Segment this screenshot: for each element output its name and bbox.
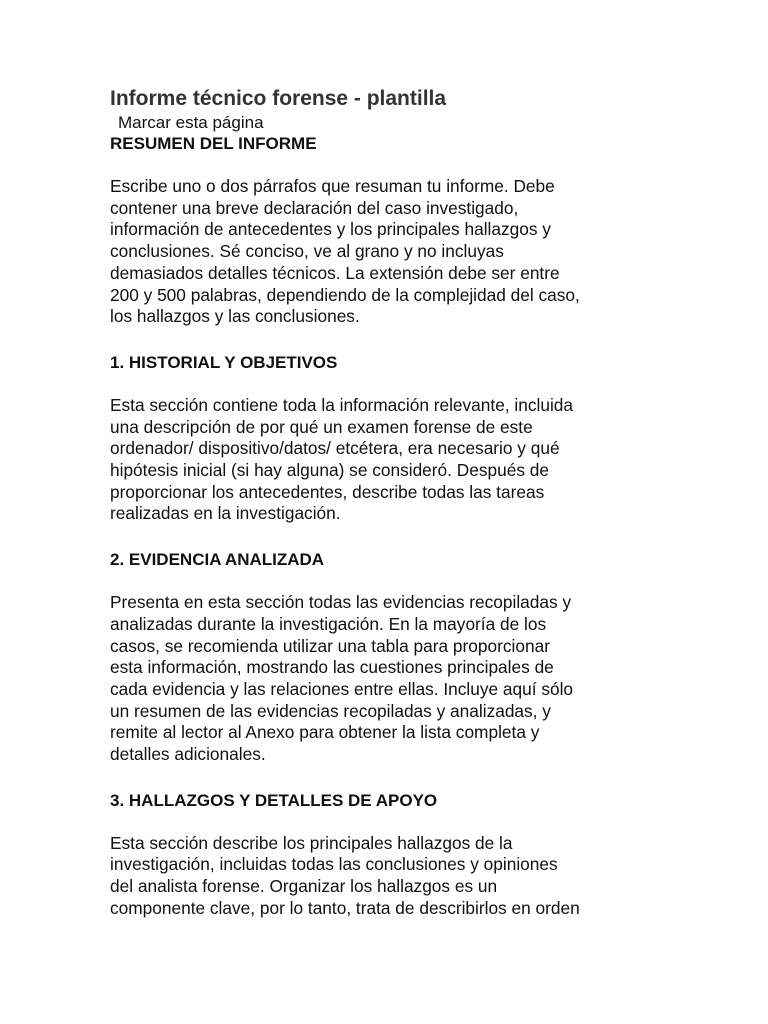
text-line: Esta sección contiene toda la información relevante, incluida bbox=[110, 394, 574, 415]
text-line: analizadas durante la investigación. En la mayoría de los bbox=[110, 613, 547, 634]
text-line: un resumen de las evidencias recopiladas y analizadas, y bbox=[110, 700, 551, 721]
summary-heading: RESUMEN DEL INFORME bbox=[110, 134, 317, 153]
text-line: hipótesis inicial (si hay alguna) se consideró. Después de bbox=[110, 460, 549, 481]
text-line: detalles adicionales. bbox=[110, 744, 266, 765]
document-title: Informe técnico forense - plantilla bbox=[110, 87, 447, 110]
text-line: Presenta en esta sección todas las evidencias recopiladas y bbox=[110, 592, 572, 613]
text-line: una descripción de por qué un examen forense de este bbox=[110, 416, 533, 437]
text-line: conclusiones. Sé conciso, ve al grano y no incluyas bbox=[110, 241, 504, 262]
text-line: del analista forense. Organizar los hallazgos es un bbox=[110, 876, 498, 897]
text-line: remite al lector al Anexo para obtener la lista completa y bbox=[110, 722, 540, 743]
text-line: los hallazgos y las conclusiones. bbox=[110, 306, 360, 327]
section-heading-hallazgos: 3. HALLAZGOS Y DETALLES DE APOYO bbox=[110, 790, 438, 810]
text-line: ordenador/ dispositivo/datos/ etcétera, era necesario y qué bbox=[110, 438, 560, 459]
text-line: proporcionar los antecedentes, describe todas las tareas bbox=[110, 481, 545, 502]
text-line: Escribe uno o dos párrafos que resuman tu informe. Debe bbox=[110, 176, 555, 196]
bookmark-page-link[interactable]: Marcar esta página bbox=[118, 113, 264, 132]
section-paragraph-hallazgos bbox=[110, 833, 710, 920]
text-line: investigación, incluidas todas las conclusiones y opiniones bbox=[110, 854, 558, 875]
text-line: Esta sección describe los principales hallazgos de la bbox=[110, 832, 513, 853]
text-line: contener una breve declaración del caso investigado, bbox=[110, 197, 519, 218]
section-paragraph-historial bbox=[110, 395, 710, 525]
text-line: casos, se recomienda utilizar una tabla para proporcionar bbox=[110, 635, 550, 656]
text-line: demasiados detalles técnicos. La extensión debe ser entre bbox=[110, 262, 560, 283]
text-line: información de antecedentes y los principales hallazgos y bbox=[110, 219, 551, 240]
text-line: componente clave, por lo tanto, trata de describirlos en orden bbox=[110, 897, 580, 918]
text-line: cada evidencia y las relaciones entre ellas. Incluye aquí sólo bbox=[110, 678, 574, 699]
text-line: realizadas en la investigación. bbox=[110, 503, 341, 524]
section-heading-evidencia: 2. EVIDENCIA ANALIZADA bbox=[110, 550, 325, 570]
section-heading-historial: 1. HISTORIAL Y OBJETIVOS bbox=[110, 352, 338, 372]
text-line: esta información, mostrando las cuestiones principales de bbox=[110, 657, 554, 678]
text-line: 200 y 500 palabras, dependiendo de la complejidad del caso, bbox=[110, 284, 580, 305]
section-paragraph-evidencia bbox=[110, 592, 710, 766]
summary-paragraph bbox=[110, 176, 710, 328]
document-page bbox=[110, 86, 710, 920]
